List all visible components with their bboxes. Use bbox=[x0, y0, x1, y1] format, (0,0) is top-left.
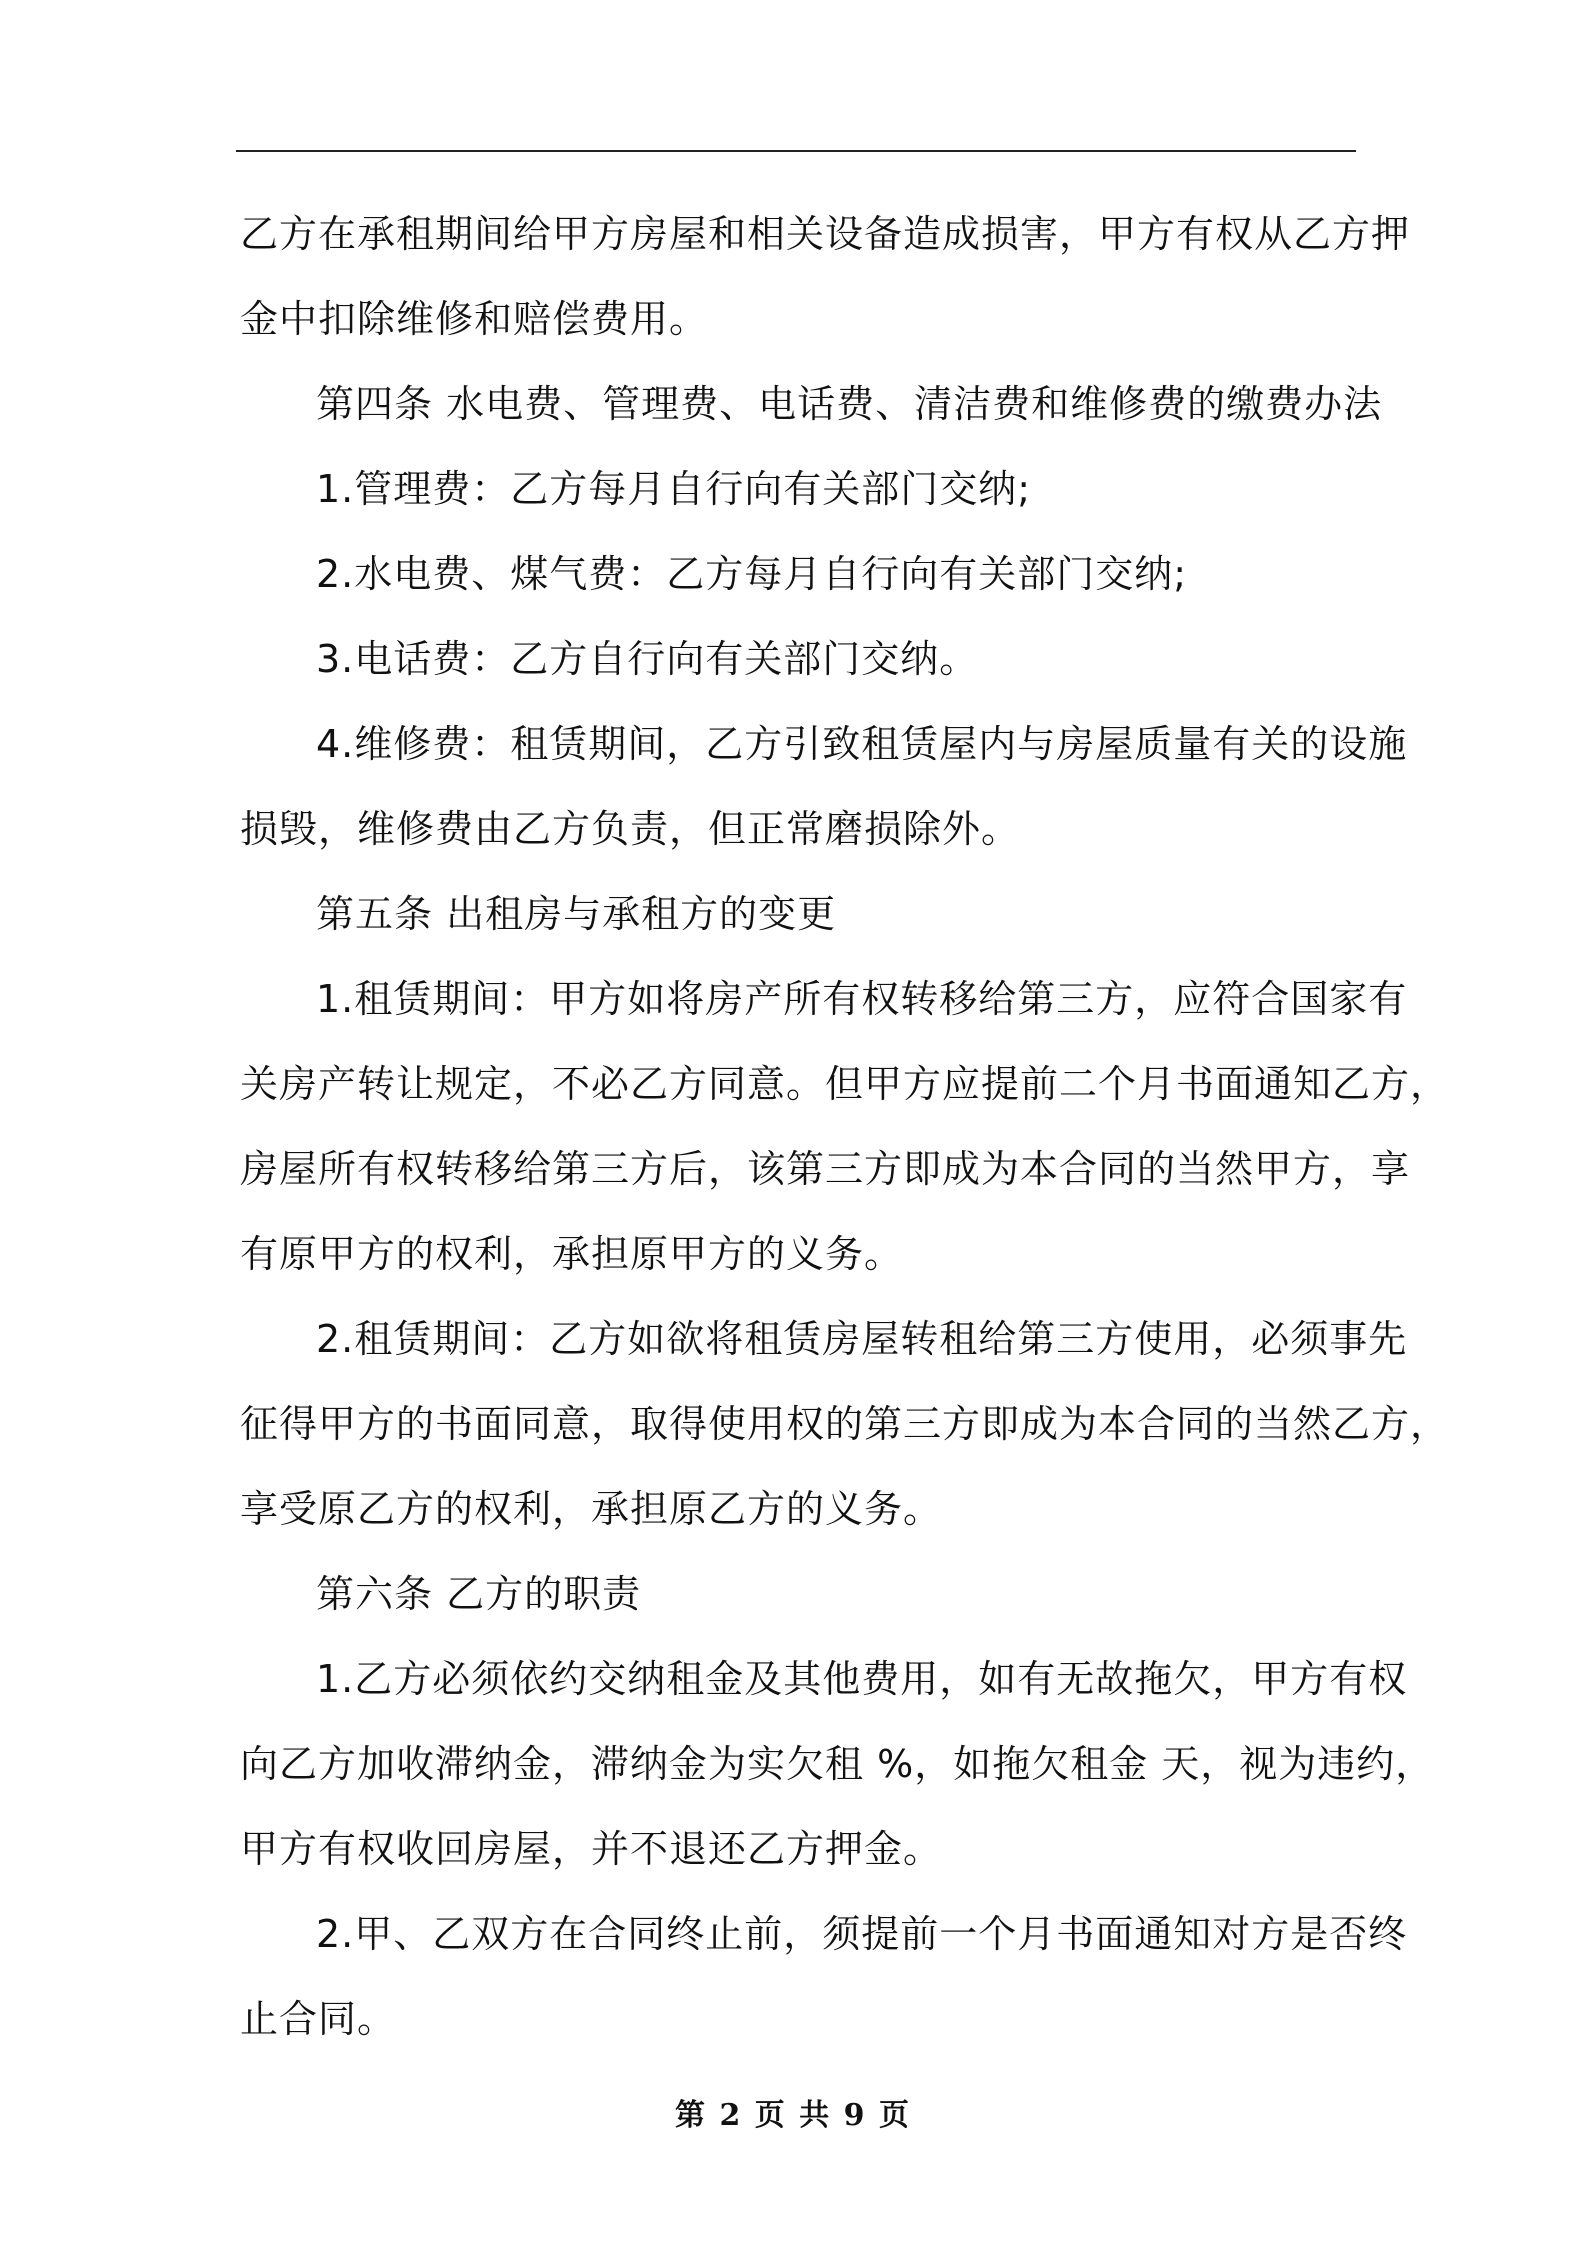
text-line: 1.乙方必须依约交纳租金及其他费用，如有无故拖欠，甲方有权 bbox=[316, 1657, 1408, 1701]
text-line: 3.电话费：乙方自行向有关部门交纳。 bbox=[316, 637, 979, 681]
text-line: 止合同。 bbox=[240, 1997, 397, 2041]
article-5-heading: 第五条 出租房与承租方的变更 bbox=[316, 892, 837, 936]
text-line: 4.维修费：租赁期间，乙方引致租赁屋内与房屋质量有关的设施 bbox=[316, 722, 1408, 766]
text-line: 享受原乙方的权利，承担原乙方的义务。 bbox=[240, 1487, 943, 1531]
text-line: 房屋所有权转移给第三方后，该第三方即成为本合同的当然甲方，享 bbox=[240, 1147, 1411, 1191]
text-line: 关房产转让规定，不必乙方同意。但甲方应提前二个月书面通知乙方， bbox=[240, 1062, 1450, 1106]
text-line: 金中扣除维修和赔偿费用。 bbox=[240, 297, 709, 341]
text-line: 甲方有权收回房屋，并不退还乙方押金。 bbox=[240, 1827, 943, 1871]
article-6-heading: 第六条 乙方的职责 bbox=[316, 1572, 642, 1616]
text-line: 向乙方加收滞纳金，滞纳金为实欠租 %，如拖欠租金 天，视为违约， bbox=[240, 1742, 1435, 1786]
text-line: 2.甲、乙双方在合同终止前，须提前一个月书面通知对方是否终 bbox=[316, 1912, 1408, 1956]
text-line: 有原甲方的权利，承担原甲方的义务。 bbox=[240, 1232, 904, 1276]
text-line: 2.水电费、煤气费：乙方每月自行向有关部门交纳; bbox=[316, 552, 1188, 596]
text-line: 1.租赁期间：甲方如将房产所有权转移给第三方，应符合国家有 bbox=[316, 977, 1408, 1021]
text-line: 乙方在承租期间给甲方房屋和相关设备造成损害，甲方有权从乙方押 bbox=[240, 212, 1411, 256]
text-line: 1.管理费：乙方每月自行向有关部门交纳; bbox=[316, 467, 1032, 511]
text-line: 损毁，维修费由乙方负责，但正常磨损除外。 bbox=[240, 807, 1021, 851]
text-line: 征得甲方的书面同意，取得使用权的第三方即成为本合同的当然乙方， bbox=[240, 1402, 1450, 1446]
document-body bbox=[240, 192, 1450, 2062]
article-4-heading: 第四条 水电费、管理费、电话费、清洁费和维修费的缴费办法 bbox=[316, 382, 1383, 426]
page-number-footer: 第 2 页 共 9 页 bbox=[675, 2098, 911, 2133]
text-line: 2.租赁期间：乙方如欲将租赁房屋转租给第三方使用，必须事先 bbox=[316, 1317, 1408, 1361]
header-rule bbox=[236, 150, 1356, 152]
